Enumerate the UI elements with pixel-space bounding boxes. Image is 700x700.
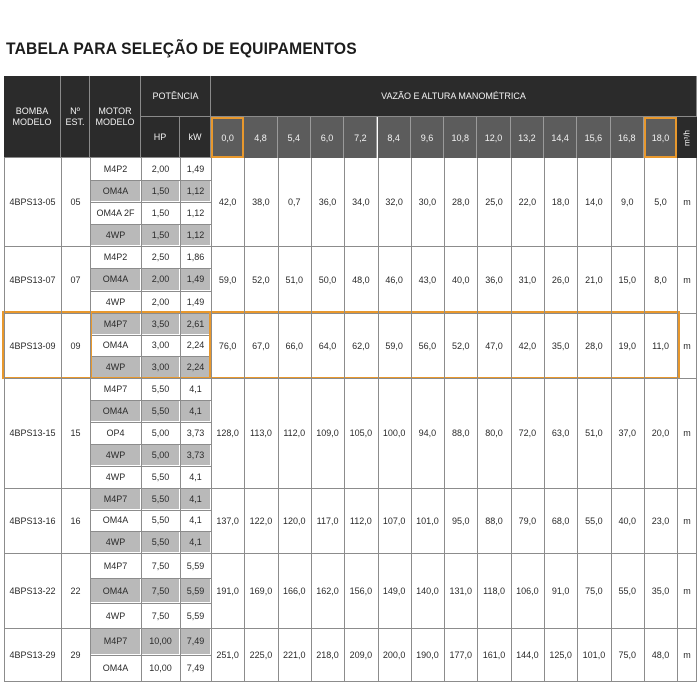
- power-hp: 5,50: [151, 515, 170, 526]
- motor-row-divider: [90, 510, 211, 511]
- head-value: 62,0: [352, 340, 370, 351]
- stage-count: 16: [70, 515, 81, 526]
- power-hp: 5,50: [151, 384, 170, 394]
- head-value: 105,0: [349, 428, 373, 438]
- column-divider: [644, 158, 645, 681]
- head-value: 23,0: [651, 515, 670, 526]
- head-value: 80,0: [485, 428, 503, 438]
- power-kw: 4,1: [189, 472, 202, 482]
- head-value: 15,0: [618, 274, 636, 285]
- head-value: 42,0: [218, 197, 237, 207]
- stage-count: 07: [70, 274, 81, 285]
- motor-model: OP4: [106, 428, 125, 438]
- power-kw: 1,49: [186, 296, 205, 307]
- motor-model: OM4A: [102, 340, 129, 351]
- power-kw: 3,73: [181, 445, 210, 465]
- column-divider: [278, 158, 279, 681]
- head-unit: m: [683, 428, 691, 438]
- column-divider: [4, 158, 5, 681]
- head-value: 40,0: [451, 274, 470, 285]
- head-value: 122,0: [249, 515, 273, 526]
- power-hp: 7,50: [142, 579, 179, 602]
- power-hp: 1,50: [142, 225, 179, 245]
- power-kw: 5,59: [181, 579, 210, 602]
- head-value: 109,0: [316, 428, 339, 438]
- column-divider: [141, 158, 142, 681]
- head-value: 31,0: [518, 274, 537, 285]
- motor-model: M4P2: [103, 164, 128, 174]
- head-value: 40,0: [618, 515, 636, 526]
- head-value: 88,0: [451, 428, 470, 438]
- flow-rate-header: 5,4: [278, 117, 311, 158]
- flow-rate-header: 10,8: [444, 117, 477, 158]
- head-value: 50,0: [318, 274, 337, 285]
- flow-rate-header: 0,0: [211, 117, 244, 158]
- power-kw: 4,1: [181, 401, 210, 421]
- head-value: 88,0: [485, 515, 503, 526]
- motor-row-divider: [90, 466, 211, 467]
- head-value: 75,0: [618, 649, 636, 660]
- column-divider: [677, 158, 678, 681]
- head-value: 48,0: [651, 649, 670, 660]
- head-value: 22,0: [518, 197, 537, 207]
- flow-rate-header: 15,6: [577, 117, 610, 158]
- motor-model: M4P2: [103, 252, 128, 263]
- flow-rate-header: 9,6: [411, 117, 444, 158]
- stage-count: 09: [70, 340, 81, 351]
- head-value: 66,0: [285, 340, 303, 351]
- head-value: 36,0: [485, 274, 503, 285]
- head-value: 218,0: [316, 649, 339, 660]
- pump-model: 4BPS13-09: [9, 340, 56, 351]
- head-value: 48,0: [352, 274, 370, 285]
- motor-row-divider: [90, 444, 211, 445]
- head-value: 112,0: [349, 515, 372, 526]
- power-kw: 1,12: [181, 225, 210, 245]
- head-value: 32,0: [385, 197, 403, 207]
- head-value: 21,0: [585, 274, 603, 285]
- head-value: 28,0: [585, 340, 603, 351]
- motor-row-divider: [90, 531, 211, 532]
- column-divider: [444, 158, 445, 681]
- power-kw: 4,1: [181, 532, 210, 552]
- pump-model: 4BPS13-16: [9, 515, 56, 526]
- column-divider: [378, 158, 379, 681]
- head-value: 11,0: [652, 340, 669, 351]
- motor-row-divider: [90, 578, 211, 579]
- power-kw: 4,1: [189, 384, 202, 394]
- head-value: 19,0: [618, 340, 636, 351]
- power-hp: 5,50: [142, 532, 179, 552]
- power-kw: 3,73: [186, 428, 205, 438]
- head-value: 161,0: [482, 649, 506, 660]
- head-value: 30,0: [418, 197, 437, 207]
- head-value: 94,0: [418, 428, 437, 438]
- motor-row-divider: [90, 291, 211, 292]
- head-value: 209,0: [349, 649, 373, 660]
- head-value: 140,0: [416, 585, 439, 596]
- power-hp: 5,00: [142, 445, 179, 465]
- column-divider: [90, 158, 91, 681]
- flow-rate-header: 6,0: [311, 117, 344, 158]
- header-vazao: VAZÃO E ALTURA MANOMÉTRICA: [211, 76, 697, 117]
- head-value: 72,0: [518, 428, 537, 438]
- flow-rate-header: 4,8: [244, 117, 277, 158]
- power-kw: 4,1: [189, 515, 202, 526]
- flow-rate-header: 18,0: [644, 117, 677, 158]
- head-value: 52,0: [252, 274, 270, 285]
- head-value: 79,0: [518, 515, 537, 526]
- power-hp: 2,00: [151, 164, 170, 174]
- head-value: 43,0: [418, 274, 437, 285]
- head-value: 25,0: [485, 197, 503, 207]
- motor-row-divider: [90, 422, 211, 423]
- power-hp: 3,50: [142, 314, 179, 334]
- pump-model: 4BPS13-22: [9, 585, 56, 596]
- power-hp: 2,00: [142, 269, 179, 289]
- motor-model: M4P7: [103, 384, 128, 394]
- head-value: 177,0: [449, 649, 472, 660]
- head-value: 76,0: [218, 340, 237, 351]
- motor-model: OM4A: [91, 401, 140, 421]
- head-value: 131,0: [449, 585, 472, 596]
- head-value: 35,0: [551, 340, 570, 351]
- pump-model: 4BPS13-29: [9, 649, 56, 660]
- motor-row-divider: [90, 180, 211, 181]
- head-value: 169,0: [249, 585, 273, 596]
- head-value: 59,0: [218, 274, 237, 285]
- head-value: 28,0: [451, 197, 470, 207]
- power-hp: 7,50: [151, 560, 170, 571]
- power-hp: 3,00: [151, 340, 170, 351]
- group-divider: [4, 681, 697, 682]
- column-divider: [611, 158, 612, 681]
- pump-model: 4BPS13-15: [9, 428, 56, 438]
- head-value: 225,0: [249, 649, 273, 660]
- motor-model: 4WP: [105, 610, 126, 621]
- stage-count: 22: [70, 585, 81, 596]
- power-hp: 5,50: [142, 401, 179, 421]
- head-value: 149,0: [382, 585, 406, 596]
- power-hp: 10,00: [142, 629, 179, 654]
- unit-flow-text: m³/h: [682, 129, 692, 146]
- power-hp: 10,00: [149, 662, 172, 673]
- power-kw: 2,24: [186, 340, 205, 351]
- power-kw: 5,59: [186, 560, 205, 571]
- head-value: 26,0: [551, 274, 570, 285]
- flow-rate-header: 7,2: [344, 117, 377, 158]
- header-hp: HP: [141, 117, 180, 158]
- column-divider: [696, 158, 697, 681]
- motor-model: OM4A: [91, 181, 140, 201]
- power-kw: 2,24: [181, 357, 210, 377]
- head-value: 35,0: [651, 585, 670, 596]
- head-value: 64,0: [318, 340, 337, 351]
- head-value: 47,0: [485, 340, 503, 351]
- power-hp: 2,00: [151, 296, 170, 307]
- head-value: 113,0: [250, 428, 272, 438]
- head-value: 137,0: [216, 515, 239, 526]
- motor-row-divider: [90, 400, 211, 401]
- head-unit: m: [683, 515, 691, 526]
- head-value: 55,0: [585, 515, 603, 526]
- head-unit: m: [683, 340, 691, 351]
- power-kw: 2,61: [181, 314, 210, 334]
- head-value: 156,0: [349, 585, 373, 596]
- unit-flow-label: [677, 117, 697, 158]
- head-value: 34,0: [352, 197, 370, 207]
- head-value: 95,0: [451, 515, 470, 526]
- head-value: 91,0: [551, 585, 570, 596]
- flow-rate-header: 13,2: [511, 117, 544, 158]
- motor-model: M4P7: [91, 489, 140, 509]
- head-value: 117,0: [316, 515, 339, 526]
- column-divider: [544, 158, 545, 681]
- head-value: 9,0: [620, 197, 634, 207]
- head-value: 200,0: [382, 649, 406, 660]
- motor-row-divider: [90, 202, 211, 203]
- power-kw: 7,49: [186, 662, 205, 673]
- power-kw: 1,12: [186, 208, 205, 218]
- head-value: 101,0: [416, 515, 439, 526]
- power-hp: 1,50: [151, 208, 170, 218]
- motor-model: 4WP: [91, 357, 140, 377]
- head-value: 8,0: [654, 274, 667, 285]
- power-hp: 1,50: [142, 181, 179, 201]
- column-divider: [211, 158, 212, 681]
- header-num-est: Nº EST.: [61, 76, 90, 158]
- head-value: 14,0: [585, 197, 603, 207]
- column-divider: [477, 158, 478, 681]
- column-divider: [577, 158, 578, 681]
- power-kw: 5,59: [186, 610, 205, 621]
- motor-model: OM4A: [102, 662, 129, 673]
- header-motor-modelo: MOTOR MODELO: [90, 76, 141, 158]
- head-value: 125,0: [549, 649, 572, 660]
- head-value: 0,7: [287, 197, 301, 207]
- motor-row-divider: [90, 603, 211, 604]
- head-unit: m: [683, 649, 691, 660]
- head-value: 37,0: [618, 428, 636, 438]
- header-potencia: POTÊNCIA: [141, 76, 211, 117]
- head-value: 38,0: [252, 197, 270, 207]
- head-value: 59,0: [385, 340, 403, 351]
- head-value: 51,0: [285, 274, 303, 285]
- motor-row-divider: [90, 335, 211, 336]
- head-value: 42,0: [518, 340, 537, 351]
- head-value: 128,0: [216, 428, 239, 438]
- power-kw: 7,49: [181, 629, 210, 654]
- column-divider: [511, 158, 512, 681]
- head-value: 56,0: [418, 340, 437, 351]
- stage-count: 15: [70, 428, 81, 438]
- stage-count: 29: [70, 649, 81, 660]
- motor-row-divider: [90, 655, 211, 656]
- motor-model: M4P7: [91, 314, 140, 334]
- head-value: 101,0: [582, 649, 606, 660]
- motor-row-divider: [90, 268, 211, 269]
- pump-model: 4BPS13-07: [9, 274, 56, 285]
- motor-row-divider: [90, 224, 211, 225]
- head-unit: m: [683, 274, 691, 285]
- power-hp: 7,50: [151, 610, 170, 621]
- head-value: 166,0: [282, 585, 306, 596]
- head-value: 5,0: [654, 197, 667, 207]
- head-value: 36,0: [318, 197, 337, 207]
- power-hp: 5,50: [142, 489, 179, 509]
- flow-rate-header: 16,8: [611, 117, 644, 158]
- head-value: 144,0: [516, 649, 539, 660]
- motor-model: M4P7: [91, 629, 140, 654]
- column-divider: [344, 158, 345, 681]
- column-divider: [244, 158, 245, 681]
- head-value: 118,0: [483, 585, 505, 596]
- power-hp: 5,50: [151, 472, 170, 482]
- head-value: 120,0: [282, 515, 306, 526]
- motor-model: OM4A: [91, 579, 140, 602]
- power-hp: 3,00: [142, 357, 179, 377]
- motor-model: OM4A: [91, 269, 140, 289]
- head-unit: m: [683, 197, 691, 207]
- head-value: 63,0: [551, 428, 570, 438]
- head-value: 251,0: [216, 649, 239, 660]
- power-kw: 1,12: [181, 181, 210, 201]
- head-value: 162,0: [316, 585, 339, 596]
- column-divider: [180, 158, 181, 681]
- motor-model: OM4A: [102, 515, 129, 526]
- power-kw: 1,49: [186, 164, 205, 174]
- head-value: 75,0: [585, 585, 603, 596]
- head-value: 67,0: [252, 340, 270, 351]
- motor-model: 4WP: [91, 225, 140, 245]
- head-value: 221,0: [282, 649, 306, 660]
- header-kw: kW: [180, 117, 211, 158]
- motor-model: M4P7: [103, 560, 128, 571]
- head-value: 51,0: [585, 428, 603, 438]
- pump-model: 4BPS13-05: [9, 197, 56, 207]
- motor-row-divider: [90, 356, 211, 357]
- head-value: 107,0: [382, 515, 406, 526]
- column-divider: [411, 158, 412, 681]
- column-divider: [311, 158, 312, 681]
- head-value: 20,0: [651, 428, 670, 438]
- motor-model: 4WP: [105, 472, 126, 482]
- stage-count: 05: [70, 197, 81, 207]
- head-value: 18,0: [551, 197, 570, 207]
- motor-model: 4WP: [91, 532, 140, 552]
- power-kw: 1,86: [186, 252, 205, 263]
- page-title: TABELA PARA SELEÇÃO DE EQUIPAMENTOS: [6, 39, 357, 58]
- column-divider: [61, 158, 62, 681]
- head-value: 106,0: [516, 585, 539, 596]
- head-value: 112,0: [283, 428, 306, 438]
- flow-rate-header: 14,4: [544, 117, 577, 158]
- motor-model: OM4A 2F: [96, 208, 135, 218]
- power-hp: 5,00: [151, 428, 170, 438]
- head-unit: m: [683, 585, 691, 596]
- motor-model: 4WP: [105, 296, 126, 307]
- header-bomba-modelo: BOMBA MODELO: [4, 76, 61, 158]
- power-kw: 1,49: [181, 269, 210, 289]
- head-value: 190,0: [416, 649, 439, 660]
- flow-rate-header: 12,0: [477, 117, 510, 158]
- power-kw: 4,1: [181, 489, 210, 509]
- head-value: 191,0: [216, 585, 239, 596]
- head-value: 55,0: [618, 585, 636, 596]
- motor-model: 4WP: [91, 445, 140, 465]
- flow-rate-header: 8,4: [378, 117, 411, 158]
- power-hp: 2,50: [151, 252, 170, 263]
- head-value: 46,0: [385, 274, 403, 285]
- head-value: 68,0: [551, 515, 570, 526]
- head-value: 52,0: [451, 340, 470, 351]
- head-value: 100,0: [382, 428, 406, 438]
